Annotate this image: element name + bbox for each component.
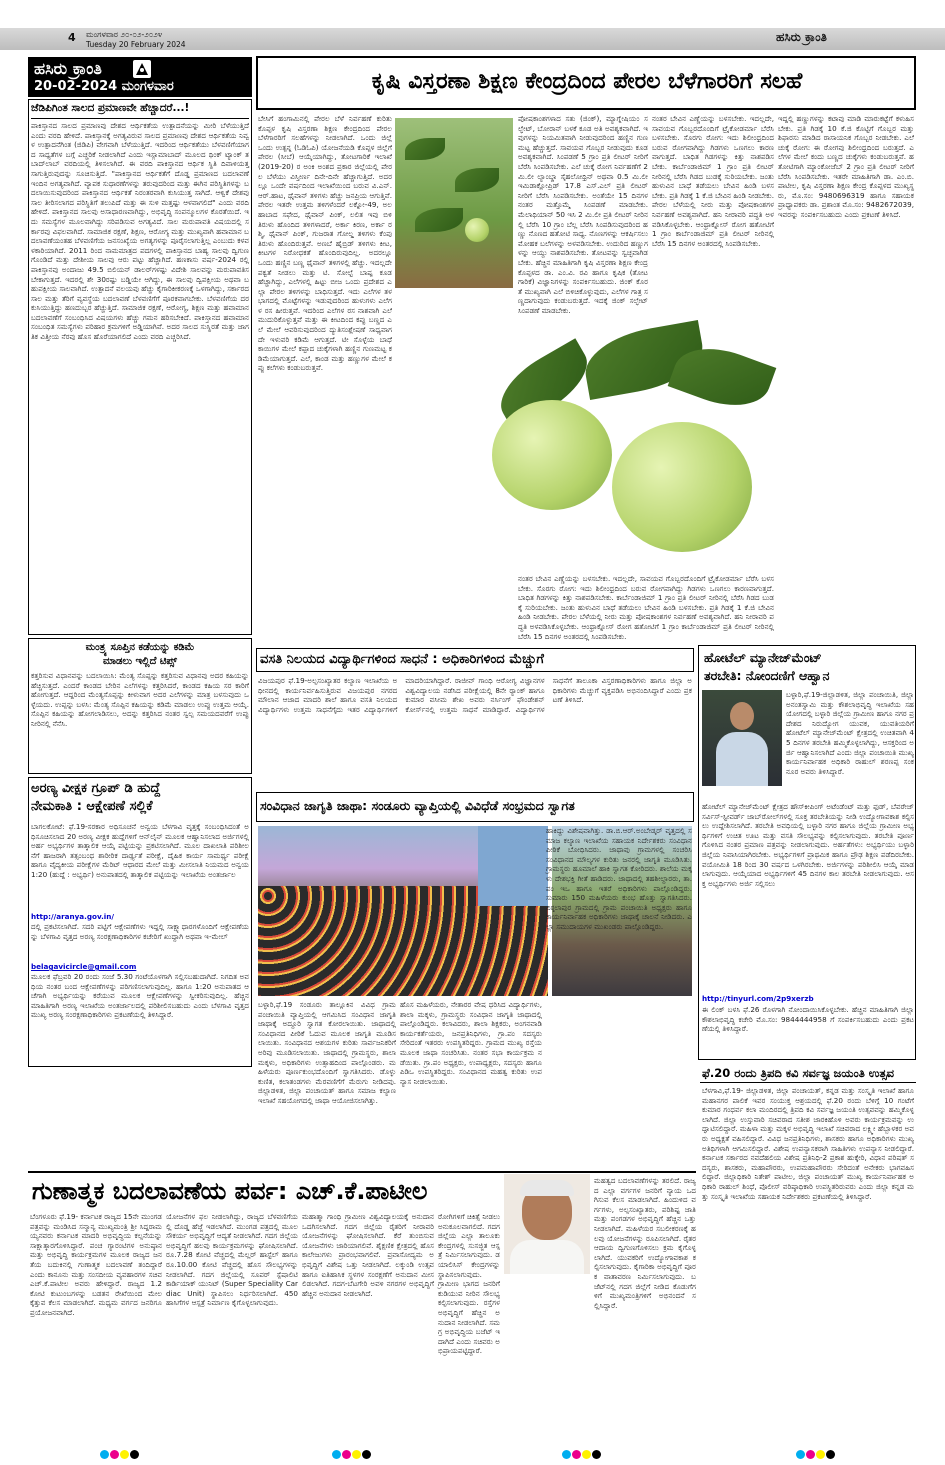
gunatmaka-col-2: ಯೋಜನೆಗಳ ಫಲ ನೀಡಲಾಗಿದ್ದು, ರಾಜ್ಯದ ಬೆಳವಣಿಗೆಯಲ್ಲಿ ದೊಡ್ಡ ಹೆಜ್ಜೆ ಇಡಲಾಗಿದೆ. ಮುಂಗಡ ಪತ್ರದಲ್ಲಿ ಮೂಲಸೌಕರ್ಯ ಅಭಿವೃದ್ಧಿಗೆ ಆದ್ಯತೆ ನೀಡಲಾಗಿದೆ. ಗದಗ ಜಿಲ್ಲೆಯ ಅಭಿವೃದ್ಧಿಗೆ ಹಲವು ಕಾರ್ಯಕ್ರಮಗಳನ್ನು ಘೋಷಿಸಲಾಗಿದೆ. ರೂ.7.28 ಕೋಟಿ ವೆಚ್ಚದಲ್ಲಿ ಮೆಲ್ಲರ್ ಹಾಸ್ಟೆಲ್ ಹಾಗೂ ರೂ.10.00 ಕೋಟಿ ವೆಚ್ಚದಲ್ಲಿ ಹೊಸ ಸೌಲಭ್ಯಗಳನ್ನು ನೀಡಲಾಗಿದೆ. ಗದಗ ಜಿಲ್ಲೆಯಲ್ಲಿ ಸೂಪರ್ ಸ್ಪೆಷಾಲಿಟಿ ಕಾರ್ಡಿಯಾಕ್ ಯುನಿಟ್ (Super Speciality Cardiac Unit) ಸ್ಥಾಪಿಸಲು ನಿರ್ಧರಿಸಲಾಗಿದೆ. 450 ಹಾಸಿಗೆಗಳ ಆಸ್ಪತ್ರೆ ನಿರ್ಮಾಣ ಕೈಗೊಳ್ಳಲಾಗುವುದು. xyxy=(166,1212,298,1308)
rally-photo xyxy=(258,826,548,996)
guava-tree-photo xyxy=(395,118,513,288)
samvidhana-col-3: ಹಾಕಿದ್ದು ವಿಶೇಷವಾಗಿತ್ತು. ಡಾ.ಬಿ.ಆರ್.ಅಂಬೇಡ್ಕರ್ ವೃತ್ತದಲ್ಲಿ ಸಮಾಜ ಕಲ್ಯಾಣ ಇಲಾಖೆಯ ಸಹಾಯಕ ನಿರ್ದೇಶಕರು ಸಂವಿಧಾನ ಪೀಠಿಕೆ ಬೋಧಿಸಿದರು. ಜಾಥಾವು ಗ್ರಾಮಗಳಲ್ಲಿ ಸಂಚರಿಸಿ ಸಂವಿಧಾನದ ಮೌಲ್ಯಗಳ ಕುರಿತು ಜನರಲ್ಲಿ ಜಾಗೃತಿ ಮೂಡಿಸಿತು. ಗ್ರಾಮಸ್ಥರು ಹೂಮಾಲೆ ಹಾಕಿ ಸ್ವಾಗತ ಕೋರಿದರು. ಶಾಲೆಯ ಮಕ್ಕಳು ದೇಶಭಕ್ತಿ ಗೀತೆ ಹಾಡಿದರು. ಜಾಥಾದಲ್ಲಿ ತಹಶೀಲ್ದಾರರು, ತಾ.ಪಂ ಇಒ ಹಾಗೂ ಇತರೆ ಅಧಿಕಾರಿಗಳು ಪಾಲ್ಗೊಂಡಿದ್ದರು. ಸುಮಾರು 150 ಮಹಿಳೆಯರು ಕುಂಭ ಹೊತ್ತು ಸ್ವಾಗತಿಸಿದರು. ವಿಠ್ಠಲಾಪುರ ಗ್ರಾಮದಲ್ಲಿ ಗ್ರಾಮ ಪಂಚಾಯಿತಿ ಅಧ್ಯಕ್ಷರು ಹಾಗೂ ಕಾರ್ಯನಿರ್ವಾಹಕ ಅಧಿಕಾರಿಗಳು ಜಾಥಾಕ್ಕೆ ಚಾಲನೆ ನೀಡಿದರು. ಎಲ್ಲಾ ಸಮುದಾಯಗಳ ಮುಖಂಡರು ಪಾಲ್ಗೊಂಡಿದ್ದರು. xyxy=(546,826,692,931)
gunatmaka-col-4: ರೋಗಿಗಳಿಗೆ ಚಿಕಿತ್ಸೆ ನೀಡಲು ಅನುಕೂಲವಾಗಲಿದೆ. ಗದಗ ಜಿಲ್ಲೆಯ ಎಲ್ಲಾ ತಾಲೂಕು ಕೇಂದ್ರಗಳಲ್ಲಿ ಸುಸಜ್ಜಿತ ಆಸ್ಪತ್ರೆ ನಿರ್ಮಿಸಲಾಗುವುದು. ಡಯಾಲಿಸಿಸ್ ಕೇಂದ್ರಗಳನ್ನು ಸ್ಥಾಪಿಸಲಾಗುವುದು. ಗ್ರಾಮೀಣ ಭಾಗದ ಜನರಿಗೆ ಕುಡಿಯುವ ನೀರಿನ ಸೌಲಭ್ಯ ಕಲ್ಪಿಸಲಾಗುವುದು. ರಸ್ತೆಗಳ ಅಭಿವೃದ್ಧಿಗೆ ಹೆಚ್ಚಿನ ಅನುದಾನ ನೀಡಲಾಗಿದೆ. ಸಮಗ್ರ ಅಭಿವೃದ್ಧಿಯ ಬಜೆಟ್ ಇದಾಗಿದೆ ಎಂದು ಸಚಿವರು ಅಭಿಪ್ರಾಯಪಟ್ಟಿದ್ದಾರೆ. xyxy=(438,1212,500,1356)
guava-fruits-photo xyxy=(474,330,774,572)
leaf-shape xyxy=(415,208,463,232)
guava-col-4: ಇದ್ದಲ್ಲಿ ಹಣ್ಣುಗಳನ್ನು ಕಟಾವು ಮಾಡಿ ಮಾರುಕಟ್ಟೆಗೆ ಕಳುಹಿಸಬೇಕು. ಪ್ರತಿ ಗಿಡಕ್ಕೆ 10 ಕೆ.ಜಿ ಕೊಟ್ಟಿಗೆ ಗೊಬ್ಬರ ಮತ್ತು ಶಿಫಾರಸು ಮಾಡಿದ ರಾಸಾಯನಿಕ ಗೊಬ್ಬರ ನೀಡಬೇಕು. ಎಲೆ ಚುಕ್ಕೆ ರೋಗ: ಈ ರೋಗವು ಶಿಲೀಂಧ್ರದಿಂದ ಬರುತ್ತದೆ. ಎಲೆಗಳ ಮೇಲೆ ಕಂದು ಬಣ್ಣದ ಚುಕ್ಕೆಗಳು ಕಂಡುಬರುತ್ತವೆ. ಹತೋಟಿಗಾಗಿ ಮ್ಯಾಂಕೋಜೆಬ್ 2 ಗ್ರಾಂ ಪ್ರತಿ ಲೀಟರ್ ನೀರಿಗೆ ಬೆರೆಸಿ ಸಿಂಪಡಿಸಬೇಕು. ಇತರೇ ಮಾಹಿತಿಗಾಗಿ ಡಾ. ಎಂ.ಬಿ. ಪಾಟೀಲ, ಕೃಷಿ ವಿಸ್ತರಣಾ ಶಿಕ್ಷಣ ಕೇಂದ್ರ ಕೊಪ್ಪಳದ ಮುಖ್ಯಸ್ಥರು, ಮೊ.ಸಂ: 9480696319 ಹಾಗೂ ಸಹಾಯಕ ಪ್ರಾಧ್ಯಾಪಕರು ಡಾ. ಪ್ರಶಾಂತ ಮೊ.ಸಂ: 9482672039, ಇವರನ್ನು ಸಂಪರ್ಕಿಸಬಹುದು ಎಂದು ಪ್ರಕಟಣೆ ತಿಳಿಸಿದೆ. xyxy=(778,114,914,219)
guava-col-2: ಪೋಷಕಾಂಶಗಳಾದ ಸತು (ಜಿಂಕ್), ಮ್ಯಾಗ್ನೇಷಿಯಂ ಸಲ್ಫೇಟ್, ಬೋರಾನ್ ಬಳಕೆ ಕೂಡ ಅತಿ ಅವಶ್ಯಕವಾಗಿದೆ. ಇವುಗಳನ್ನು ನಿಯಮಿತವಾಗಿ ನೀಡುವುದರಿಂದ ಹಣ್ಣಿನ ಗುಣಮಟ್ಟ ಹೆಚ್ಚುತ್ತದೆ. ಸಾವಯವ ಗೊಬ್ಬರ ನೀಡುವುದು ಕೂಡ ಅವಶ್ಯಕವಾಗಿದೆ. ಸಿಂಪಡಣೆ 5 ಗ್ರಾಂ ಪ್ರತಿ ಲೀಟರ್ ನೀರಿಗೆ ಬೆರೆಸಿ ಸಿಂಪಡಿಸಬೇಕು. ಎಲೆ ಚುಕ್ಕೆ ರೋಗ ನಿರ್ವಹಣೆಗೆ 2 ಮಿ.ಲೀ ಲ್ಯಾಂಬ್ಡಾ ಸೈಹಲೋಥ್ರಿನ್ ಅಥವಾ 0.5 ಮಿ.ಲೀ ಇಮಿಡಾಕ್ಲೋಪ್ರಿಡ್ 17.8 ಎಸ್.ಎಲ್ ಪ್ರತಿ ಲೀಟರ್ ನೀರಿಗೆ ಬೆರೆಸಿ ಸಿಂಪಡಿಸಬೇಕು. ಅಂತೆಯೇ 15 ದಿನಗಳ ನಂತರ ಮತ್ತೊಮ್ಮೆ ಸಿಂಪಡಣೆ ಮಾಡಬೇಕು. ಮೆಲಾಥಿಯಾನ್ 50 ಇಸಿ 2 ಮಿ.ಲೀ ಪ್ರತಿ ಲೀಟರ್ ನೀರಿನಲ್ಲಿ ಬೆರೆಸಿ 10 ಗ್ರಾಂ ಬೆಲ್ಲ ಬೆರೆಸಿ ಸಿಂಪಡಿಸುವುದರಿಂದ ಹಣ್ಣು ನೊಣದ ಹತೋಟಿ ಸಾಧ್ಯ. ನೊಣಗಳನ್ನು ಆಕರ್ಷಿಸಲು ಮೋಹಕ ಬಲೆಗಳನ್ನು ಅಳವಡಿಸಬೇಕು. ಉದುರಿದ ಹಣ್ಣುಗಳನ್ನು ಆಯ್ದು ನಾಶಪಡಿಸಬೇಕು. ತೋಟವನ್ನು ಸ್ವಚ್ಛವಾಗಿಡಬೇಕು. ಹೆಚ್ಚಿನ ಮಾಹಿತಿಗಾಗಿ ಕೃಷಿ ವಿಸ್ತರಣಾ ಶಿಕ್ಷಣ ಕೇಂದ್ರ ಕೊಪ್ಪಳದ ಡಾ. ಎಂ.ವಿ. ರವಿ ಹಾಗೂ ಕೃಷಿಕ (ತೋಟಗಾರಿಕೆ) ವಿಜ್ಞಾನಿಗಳನ್ನು ಸಂಪರ್ಕಿಸಬಹುದು. ಜಿಂಕ್ ಕೊರತೆ ಮುಖ್ಯವಾಗಿ ಎಲೆ ಬಿಳಿಚಿಕೊಳ್ಳುವುದು, ಎಲೆಗಳ ಗಾತ್ರ ಸಣ್ಣದಾಗುವುದು ಕಂಡುಬರುತ್ತದೆ. ಇದಕ್ಕೆ ಜಿಂಕ್ ಸಲ್ಫೇಟ್ ಸಿಂಪಡಣೆ ಮಾಡಬೇಕು. xyxy=(518,114,648,315)
sarvajna-body: ಬೆಳಗಾವಿ,ಫೆ.19- ಜಿಲ್ಲಾಡಳಿತ, ಜಿಲ್ಲಾ ಪಂಚಾಯತ್, ಕನ್ನಡ ಮತ್ತು ಸಂಸ್ಕೃತಿ ಇಲಾಖೆ ಹಾಗೂ ಮಹಾನಗರ ಪಾಲಿಕೆ ಇವರ ಸಂಯುಕ್ತ ಆಶ್ರಯದಲ್ಲಿ ಫೆ.20 ರಂದು ಬೆಳಿಗ್ಗೆ 10 ಗಂಟೆಗೆ ಕುಮಾರ ಗಂಧರ್ವ ಕಲಾ ಮಂದಿರದಲ್ಲಿ ತ್ರಿಪದಿ ಕವಿ ಸರ್ವಜ್ಞ ಜಯಂತಿ ಉತ್ಸವವನ್ನು ಹಮ್ಮಿಕೊಳ್ಳಲಾಗಿದೆ. ಜಿಲ್ಲಾ ಉಸ್ತುವಾರಿ ಸಚಿವರಾದ ಸತೀಶ ಜಾರಕಿಹೊಳಿ ಅವರು ಕಾರ್ಯಕ್ರಮವನ್ನು ಉದ್ಘಾಟಿಸಲಿದ್ದಾರೆ. ಮಹಿಳಾ ಮತ್ತು ಮಕ್ಕಳ ಅಭಿವೃದ್ಧಿ ಇಲಾಖೆ ಸಚಿವರಾದ ಲಕ್ಷ್ಮೀ ಹೆಬ್ಬಾಳಕರ ಅವರು ಅಧ್ಯಕ್ಷತೆ ವಹಿಸಲಿದ್ದಾರೆ. ವಿವಿಧ ಜನಪ್ರತಿನಿಧಿಗಳು, ಶಾಸಕರು ಹಾಗೂ ಅಧಿಕಾರಿಗಳು ಮುಖ್ಯ ಅತಿಥಿಗಳಾಗಿ ಆಗಮಿಸಲಿದ್ದಾರೆ. ವಿಶೇಷ ಉಪನ್ಯಾಸಕರಾಗಿ ಸಾಹಿತಿಗಳು ಉಪನ್ಯಾಸ ನೀಡಲಿದ್ದಾರೆ. ಕರ್ನಾಟಕ ಸರ್ಕಾರದ ನವದೆಹಲಿಯ ವಿಶೇಷ ಪ್ರತಿನಿಧಿ-2 ಪ್ರಕಾಶ ಹುಕ್ಕೇರಿ, ವಿಧಾನ ಪರಿಷತ್ ಸದಸ್ಯರು, ಶಾಸಕರು, ಮಹಾಪೌರರು, ಉಪಮಹಾಪೌರರು ಸೇರಿದಂತೆ ಅನೇಕರು ಭಾಗವಹಿಸಲಿದ್ದಾರೆ. ಜಿಲ್ಲಾಧಿಕಾರಿ ನಿತೇಶ್ ಪಾಟೀಲ, ಜಿಲ್ಲಾ ಪಂಚಾಯತ್ ಮುಖ್ಯ ಕಾರ್ಯನಿರ್ವಾಹಕ ಅಧಿಕಾರಿ ರಾಹುಲ್ ಶಿಂಧೆ, ಪೊಲೀಸ್ ವರಿಷ್ಠಾಧಿಕಾರಿ ಉಪಸ್ಥಿತರಿರುವರು ಎಂದು ಜಿಲ್ಲಾ ಕನ್ನಡ ಮತ್ತು ಸಂಸ್ಕೃತಿ ಇಲಾಖೆಯ ಸಹಾಯಕ ನಿರ್ದೇಶಕರು ಪ್ರಕಟಣೆಯಲ್ಲಿ ತಿಳಿಸಿದ್ದಾರೆ. xyxy=(702,1086,914,1201)
gunatmaka-col-1: ಬೆಂಗಳೂರು ಫೆ.19- ಕರ್ನಾಟಕ ರಾಜ್ಯದ 15ನೇ ಮುಂಗಡ ಪತ್ರವನ್ನು ಮಂಡಿಸಿದ ಸನ್ಮಾನ್ಯ ಮುಖ್ಯಮಂತ್ರಿ ಶ್ರೀ ಸಿದ್ದರಾಮಯ್ಯನವರು ಕರ್ನಾಟಕ ಮಾದರಿ ಅಭಿವೃದ್ಧಿಯ ಕಲ್ಪನೆಯನ್ನು ಸಾಕ್ಷಾತ್ಕಾರಗೊಳಿಸಿದ್ದಾರೆ. ಪಂಚ ಗ್ಯಾರಂಟಿಗಳ ಅನುಷ್ಠಾನ ಮತ್ತು ಅಭಿವೃದ್ಧಿ ಕಾರ್ಯಕ್ರಮಗಳ ಮೂಲಕ ರಾಜ್ಯದ ಜನತೆಯ ಬದುಕಿನಲ್ಲಿ ಗುಣಾತ್ಮಕ ಬದಲಾವಣೆ ತಂದಿದ್ದಾರೆ ಎಂದು ಕಾನೂನು ಮತ್ತು ಸಂಸದೀಯ ವ್ಯವಹಾರಗಳ ಸಚಿವ ಎಚ್.ಕೆ.ಪಾಟೀಲ ಅವರು ಹೇಳಿದ್ದಾರೆ. ರಾಜ್ಯದ 1.2 ಕೋಟಿ ಕುಟುಂಬಗಳನ್ನು ಬಡತನ ರೇಖೆಯಿಂದ ಮೇಲಕ್ಕೆತ್ತುವ ಕೆಲಸ ಮಾಡಲಾಗಿದೆ. ಮಧ್ಯಮ ವರ್ಗದ ಜನರಿಗೂ ಪ್ರಯೋಜನವಾಗಿದೆ. xyxy=(30,1212,162,1317)
forest-body-2: ದಲ್ಲಿ ಪ್ರಕಟಿಸಲಾಗಿದೆ. ಸದರಿ ಪಟ್ಟಿಗೆ ಆಕ್ಷೇಪಣೆಗಳು ಇದ್ದಲ್ಲಿ ಸಾಕ್ಷ್ಯಾಧಾರಗಳೊಂದಿಗೆ ಆಕ್ಷೇಪಣೆಯನ್ನು ಬೆಳಗಾವಿ ವೃತ್ತದ ಅರಣ್ಯ ಸಂರಕ್ಷಣಾಧಿಕಾರಿಗಳ ಕಚೇರಿಗೆ ಖುದ್ದಾಗಿ ಅಥವಾ ಇ-ಮೇಲ್ xyxy=(31,922,249,941)
forest-url-link[interactable]: http://aranya.gov.in/ xyxy=(31,912,115,921)
minister-photo xyxy=(504,1174,590,1274)
guava-col-3: ನಂತರ ಬೇವಿನ ಎಣ್ಣೆಯನ್ನು ಬಳಸಬೇಕು. ಇದಲ್ಲದೇ, ಸಾವಯವ ಗೊಬ್ಬರದೊಂದಿಗೆ ಟ್ರೈಕೋಡರ್ಮಾ ಬೆರೆಸಿ ಬಳಸಬೇಕು. ಸೊರಗು ರೋಗ: ಇದು ಶಿಲೀಂಧ್ರದಿಂದ ಬರುವ ರೋಗವಾಗಿದ್ದು ಗಿಡಗಳು ಒಣಗಲು ಕಾರಣವಾಗುತ್ತದೆ. ಬಾಧಿತ ಗಿಡಗಳನ್ನು ಕಿತ್ತು ನಾಶಪಡಿಸಬೇಕು. ಕಾರ್ಬೆಂಡಾಜಿಮ್ 1 ಗ್ರಾಂ ಪ್ರತಿ ಲೀಟರ್ ನೀರಿನಲ್ಲಿ ಬೆರೆಸಿ ಗಿಡದ ಬುಡಕ್ಕೆ ಸುರಿಯಬೇಕು. ಜಂತು ಹುಳುವಿನ ಬಾಧೆ ತಡೆಯಲು ಬೇವಿನ ಹಿಂಡಿ ಬಳಸಬೇಕು. ಪ್ರತಿ ಗಿಡಕ್ಕೆ 1 ಕೆ.ಜಿ ಬೇವಿನ ಹಿಂಡಿ ನೀಡಬೇಕು. ಪೇರಲ ಬೆಳೆಯಲ್ಲಿ ನೀರು ಮತ್ತು ಪೋಷಕಾಂಶಗಳ ನಿರ್ವಹಣೆ ಅವಶ್ಯವಾಗಿದೆ. ಹನಿ ನೀರಾವರಿ ಪದ್ಧತಿ ಅಳವಡಿಸಿಕೊಳ್ಳಬೇಕು. ಆಂಥ್ರಾಕ್ನೋಸ್ ರೋಗ ಹತೋಟಿಗೆ 1 ಗ್ರಾಂ ಕಾರ್ಬೆಂಡಾಜಿಮ್ ಪ್ರತಿ ಲೀಟರ್ ನೀರಿನಲ್ಲಿ ಬೆರೆಸಿ 15 ದಿನಗಳ ಅಂತರದಲ್ಲಿ ಸಿಂಪಡಿಸಬೇಕು. xyxy=(652,114,774,248)
forest-headline-1: ಅರಣ್ಯ ವೀಕ್ಷಕ ಗ್ರೂಪ್ ಡಿ ಹುದ್ದೆ xyxy=(31,781,161,796)
hotel-body-top: ಬಳ್ಳಾರಿ,ಫೆ.19-ಜಿಲ್ಲಾಡಳಿತ, ಜಿಲ್ಲಾ ಪಂಚಾಯಿತಿ, ಜಿಲ್ಲಾ ಅನಂತಸ್ವಾಮಿ ಮತ್ತು ಕೌಶಲಾಭಿವೃದ್ಧಿ ಇಲಾಖೆಯ ಸಹಯೋಗದಲ್ಲಿ ಬಳ್ಳಾರಿ ಜಿಲ್ಲೆಯ ಗ್ರಾಮೀಣ ಹಾಗೂ ನಗರ ಪ್ರದೇಶದ ನಿರುದ್ಯೋಗ ಯುವಕ, ಯುವತಿಯರಿಗೆ ಹೋಟೆಲ್ ಮ್ಯಾನೇಜ್‌ಮೆಂಟ್ ಕ್ಷೇತ್ರದಲ್ಲಿ ಉಚಿತವಾಗಿ 45 ದಿನಗಳ ತರಬೇತಿ ಹಮ್ಮಿಕೊಳ್ಳಲಾಗಿದ್ದು, ಆಸಕ್ತರಿಂದ ಅರ್ಜಿ ಆಹ್ವಾನಿಸಲಾಗಿದೆ ಎಂದು ಜಿಲ್ಲಾ ಪಂಚಾಯಿತಿ ಮುಖ್ಯ ಕಾರ್ಯನಿರ್ವಾಹಕ ಅಧಿಕಾರಿ ರಾಹುಲ್ ಶರಣಪ್ಪ ಸಂಕನೂರ ಅವರು ತಿಳಿಸಿದ್ದಾರೆ. xyxy=(786,690,914,776)
masthead-date: 20-02-2024 ಮಂಗಳವಾರ xyxy=(34,79,174,94)
hotel-registration-link[interactable]: http://tinyurl.com/2p9xerzb xyxy=(702,994,814,1003)
registration-marks xyxy=(100,1444,140,1463)
brief-body: ಕತ್ತರಿಸುವ ವಿಧಾನವನ್ನು ಬದಲಾಯಿಸಿ: ಮೆಂತ್ಯ ಸೊಪ್ಪನ್ನು ಕತ್ತರಿಸುವ ವಿಧಾನವು ಅದರ ಕಹಿಯನ್ನು ಹೆಚ್ಚಿಸುತ್ತದೆ. ಎಂದರೆ ಕಾಂಡದ ಬೇರಿನ ಎಲೆಗಳನ್ನು ಕತ್ತರಿಸಿದರೆ, ಕಾಂಡದ ಕಹಿಯ ಸರ ಕಾರಿಗೆ ಹೋಗುತ್ತದೆ. ಆದ್ದರಿಂದ ಮೆಂತ್ಯಸೊಪ್ಪನ್ನು ಕೀಳುವಾಗ ಅದರ ಎಲೆಗಳನ್ನು ಮಾತ್ರ ಬಳಸುವುದು ಒಳ್ಳೆಯದು. ಉಪ್ಪನ್ನು ಬಳಸಿ: ಮೆಂತ್ಯ ಸೊಪ್ಪಿನ ಕಹಿಯನ್ನು ಕಡಿಮೆ ಮಾಡಲು ಉಪ್ಪು ಉತ್ತಮ ಆಯ್ಕೆ. ಸೊಪ್ಪಿನ ಕಹಿಯನ್ನು ಹೋಗಲಾಡಿಸಲು, ಅದನ್ನು ಕತ್ತರಿಸಿದ ನಂತರ ಸ್ವಲ್ಪ ಸಮಯದವರೆಗೆ ಉಪ್ಪು ನೀರಿನಲ್ಲಿ ನೆನೆಸಿ. xyxy=(31,671,249,728)
divider xyxy=(31,118,249,119)
guava-bottom-text: ನಂತರ ಬೇವಿನ ಎಣ್ಣೆಯನ್ನು ಬಳಸಬೇಕು. ಇದಲ್ಲದೇ, ಸಾವಯವ ಗೊಬ್ಬರದೊಂದಿಗೆ ಟ್ರೈಕೋಡರ್ಮಾ ಬೆರೆಸಿ ಬಳಸಬೇಕು. ಸೊರಗು ರೋಗ: ಇದು ಶಿಲೀಂಧ್ರದಿಂದ ಬರುವ ರೋಗವಾಗಿದ್ದು ಗಿಡಗಳು ಒಣಗಲು ಕಾರಣವಾಗುತ್ತದೆ. ಬಾಧಿತ ಗಿಡಗಳನ್ನು ಕಿತ್ತು ನಾಶಪಡಿಸಬೇಕು. ಕಾರ್ಬೆಂಡಾಜಿಮ್ 1 ಗ್ರಾಂ ಪ್ರತಿ ಲೀಟರ್ ನೀರಿನಲ್ಲಿ ಬೆರೆಸಿ ಗಿಡದ ಬುಡಕ್ಕೆ ಸುರಿಯಬೇಕು. ಜಂತು ಹುಳುವಿನ ಬಾಧೆ ತಡೆಯಲು ಬೇವಿನ ಹಿಂಡಿ ಬಳಸಬೇಕು. ಪ್ರತಿ ಗಿಡಕ್ಕೆ 1 ಕೆ.ಜಿ ಬೇವಿನ ಹಿಂಡಿ ನೀಡಬೇಕು. ಪೇರಲ ಬೆಳೆಯಲ್ಲಿ ನೀರು ಮತ್ತು ಪೋಷಕಾಂಶಗಳ ನಿರ್ವಹಣೆ ಅವಶ್ಯವಾಗಿದೆ. ಹನಿ ನೀರಾವರಿ ಪದ್ಧತಿ ಅಳವಡಿಸಿಕೊಳ್ಳಬೇಕು. ಆಂಥ್ರಾಕ್ನೋಸ್ ರೋಗ ಹತೋಟಿಗೆ 1 ಗ್ರಾಂ ಕಾರ್ಬೆಂಡಾಜಿಮ್ ಪ್ರತಿ ಲೀಟರ್ ನೀರಿನಲ್ಲಿ ಬೆರೆಸಿ 15 ದಿನಗಳ ಅಂತರದಲ್ಲಿ ಸಿಂಪಡಿಸಬೇಕು. xyxy=(518,574,774,641)
leaf-shape xyxy=(405,138,445,160)
header-date-kannada: ಮಂಗಳವಾರ ೨೦-೦೨-೨೦೨೪ xyxy=(86,30,163,39)
shirt-shape xyxy=(510,1240,584,1274)
gunatmaka-col-3: ಮಹಾತ್ಮಾ ಗಾಂಧಿ ಗ್ರಾಮೀಣ ವಿಶ್ವವಿದ್ಯಾಲಯಕ್ಕೆ ಅನುದಾನ ಒದಗಿಸಲಾಗಿದೆ. ಗದಗ ಜಿಲ್ಲೆಯ ರೈತರಿಗೆ ನೀರಾವರಿ ಯೋಜನೆಗಳನ್ನು ಘೋಷಿಸಲಾಗಿದೆ. ಕೆರೆ ತುಂಬಿಸುವ ಯೋಜನೆಗಳು ಜಾರಿಯಾಗಲಿವೆ. ಶೈಕ್ಷಣಿಕ ಕ್ಷೇತ್ರದಲ್ಲಿ ಹೊಸ ಕಾಲೇಜುಗಳು ಪ್ರಾರಂಭವಾಗಲಿವೆ. ಪ್ರವಾಸೋದ್ಯಮ ಅಭಿವೃದ್ಧಿಗೆ ವಿಶೇಷ ಒತ್ತು ನೀಡಲಾಗಿದೆ. ಲಕ್ಕುಂಡಿ ಉತ್ಸವ ಹಾಗೂ ಐತಿಹಾಸಿಕ ಸ್ಥಳಗಳ ಸಂರಕ್ಷಣೆಗೆ ಅನುದಾನ ಮೀಸಲಿಡಲಾಗಿದೆ. ಗದಗ-ಬೆಟಗೇರಿ ಅವಳಿ ನಗರಗಳ ಅಭಿವೃದ್ಧಿಗೆ ಹೆಚ್ಚಿನ ಅನುದಾನ ನೀಡಲಾಗಿದೆ. xyxy=(302,1212,434,1298)
avatar-body xyxy=(716,732,768,786)
gunatmaka-col-5: ಮಹತ್ವದ ಬದಲಾವಣೆಗಳನ್ನು ತರಲಿದೆ. ರಾಜ್ಯದ ಎಲ್ಲಾ ವರ್ಗಗಳ ಜನರಿಗೆ ನ್ಯಾಯ ಒದಗಿಸುವ ಕೆಲಸ ಮಾಡಲಾಗಿದೆ. ಹಿಂದುಳಿದ ವರ್ಗಗಳು, ಅಲ್ಪಸಂಖ್ಯಾತರು, ಪರಿಶಿಷ್ಟ ಜಾತಿ ಮತ್ತು ಪಂಗಡಗಳ ಅಭಿವೃದ್ಧಿಗೆ ಹೆಚ್ಚಿನ ಒತ್ತು ನೀಡಲಾಗಿದೆ. ಮಹಿಳೆಯರ ಸಬಲೀಕರಣಕ್ಕೆ ಹಲವು ಯೋಜನೆಗಳನ್ನು ರೂಪಿಸಲಾಗಿದೆ. ರೈತರ ಆದಾಯ ದ್ವಿಗುಣಗೊಳಿಸಲು ಕ್ರಮ ಕೈಗೊಳ್ಳಲಾಗಿದೆ. ಯುವಕರಿಗೆ ಉದ್ಯೋಗಾವಕಾಶ ಕಲ್ಪಿಸಲಾಗುವುದು. ಕೈಗಾರಿಕಾ ಅಭಿವೃದ್ಧಿಗೆ ಪೂರಕ ವಾತಾವರಣ ನಿರ್ಮಿಸಲಾಗುವುದು. ಬಜೆಟ್‌ನಲ್ಲಿ ಗದಗ ಜಿಲ್ಲೆಗೆ ನೀಡಿದ ಕೊಡುಗೆಗಳಿಗೆ ಮುಖ್ಯಮಂತ್ರಿಗಳಿಗೆ ಅಭಿನಂದನೆ ಸಲ್ಲಿಸಿದ್ದಾರೆ. xyxy=(594,1176,696,1310)
samvidhana-col-1: ಬಳ್ಳಾರಿ,ಫೆ.19 ಸಂಡೂರು ತಾಲ್ಲೂಕಿನ ವಿವಿಧ ಗ್ರಾಮ ಪಂಚಾಯಿತಿ ವ್ಯಾಪ್ತಿಯಲ್ಲಿ ಆಗಮಿಸಿದ ಸಂವಿಧಾನ ಜಾಗೃತಿ ಜಾಥಾಕ್ಕೆ ಅದ್ದೂರಿ ಸ್ವಾಗತ ಕೋರಲಾಯಿತು. ಜಾಥಾದಲ್ಲಿ ಸಂವಿಧಾನದ ಪೀಠಿಕೆ ಓದುವ ಮೂಲಕ ಜಾಗೃತಿ ಮೂಡಿಸಲಾಯಿತು. ಸಂವಿಧಾನದ ಆಶಯಗಳ ಕುರಿತು ಸಾರ್ವಜನಿಕರಿಗೆ ಅರಿವು ಮೂಡಿಸಲಾಯಿತು. ಜಾಥಾದಲ್ಲಿ ಗ್ರಾಮಸ್ಥರು, ಶಾಲಾ ಮಕ್ಕಳು, ಅಧಿಕಾರಿಗಳು ಉತ್ಸಾಹದಿಂದ ಪಾಲ್ಗೊಂಡರು. ಮಹಿಳೆಯರು ಪೂರ್ಣಕುಂಭದೊಂದಿಗೆ ಸ್ವಾಗತಿಸಿದರು. ಡೊಳ್ಳು ಕುಣಿತ, ಕಲಾತಂಡಗಳು ಮೆರವಣಿಗೆಗೆ ಮೆರುಗು ನೀಡಿದವು. ಜಿಲ್ಲಾಡಳಿತ, ಜಿಲ್ಲಾ ಪಂಚಾಯತ್ ಹಾಗೂ ಸಮಾಜ ಕಲ್ಯಾಣ ಇಲಾಖೆ ಸಹಯೋಗದಲ್ಲಿ ಜಾಥಾ ಆಯೋಜಿಸಲಾಗಿತ್ತು. xyxy=(258,1000,396,1105)
avatar xyxy=(730,702,754,730)
brief-headline-2: ಮಾಡಲು ಇಲ್ಲಿದೆ ಟಿಪ್ಸ್ xyxy=(102,656,178,667)
header-date-english: Tuesday 20 February 2024 xyxy=(86,40,186,49)
brief-headline-1: ಮಂತ್ರ್ಯ ಸೂಪ್ತಿನ ಕಡೆಯನ್ನು ಕಡಿಮೆ xyxy=(85,642,195,653)
hotel-headline-2: ತರಬೇತಿ: ನೋಂದಣಿಗೆ ಆಹ್ವಾನ xyxy=(704,668,830,683)
guava-fruit-icon xyxy=(612,422,752,552)
forest-body-1: ಬಾಗಲಕೋಟೆ: ಫೆ.19-ಸರಕಾರ ಅಧಿಸೂಚನೆ ಅನ್ವಯ ಬೆಳಗಾವಿ ವೃತ್ತಕ್ಕೆ ಸಂಬಂಧಿಸಿದಂತೆ ಅಧಿಸೂಚಿಸಲಾದ 20 ಅರಣ್ಯ ವೀಕ್ಷಕ ಹುದ್ದೆಗಳಿಗೆ ಆನ್‌ಲೈನ್ ಮೂಲಕ ಆಹ್ವಾನಿಸಲಾದ ಅರ್ಜಿಗಳಲ್ಲಿ ಅರ್ಹ ಅಭ್ಯರ್ಥಿಗಳ ತಾತ್ಕಾಲಿಕ ಆಯ್ಕೆ ಪಟ್ಟಿಯನ್ನು ಪ್ರಕಟಿಸಲಾಗಿದೆ. ಮೂಲ ದಾಖಲಾತಿ ಪರಿಶೀಲನೆಗೆ ಹಾಜರಾಗಿ ತತ್ಸಂಬಂಧ ಶಾರೀರಿಕ ದಾರ್ಢ್ಯತೆ ಪರೀಕ್ಷೆ, ದೈಹಿಕ ಕಾರ್ಯ ಸಾಮರ್ಥ್ಯ ಪರೀಕ್ಷೆ ಹಾಗೂ ವೈದ್ಯಕೀಯ ಪರೀಕ್ಷೆಗಳ ಮೆರಿಟ್ ಆಧಾರದ ಮೇಲೆ ಮತ್ತು ಮೀಸಲಾತಿ ನಿಯಮದ ಅನ್ವಯ 1:20 (ಹುದ್ದೆ : ಅಭ್ಯರ್ಥಿ) ಅನುಪಾತದಲ್ಲಿ ತಾತ್ಕಾಲಿಕ ಪಟ್ಟಿಯನ್ನು ಇಲಾಖೆಯ ಅಂತರ್ಜಾಲ xyxy=(31,822,249,879)
registration-marks xyxy=(796,1444,836,1463)
masthead-brand: ಹಸಿರು ಕ್ರಾಂತಿ xyxy=(34,59,102,78)
sarvajna-headline: ಫೆ.20 ರಂದು ತ್ರಿಪದಿ ಕವಿ ಸರ್ವಜ್ಞ ಜಯಂತಿ ಉತ್ಸವ xyxy=(702,1066,895,1080)
registration-marks xyxy=(562,1444,602,1463)
hotel-body-end: ಈ ಲಿಂಕ್ ಬಳಸಿ ಫೆ.26 ರೊಳಗಾಗಿ ನೋಂದಾಯಿಸಿಕೊಳ್ಳಬೇಕು. ಹೆಚ್ಚಿನ ಮಾಹಿತಿಗಾಗಿ ಜಿಲ್ಲಾ ಕೌಶಲಾಭಿವೃದ್ಧಿ ಕಚೇರಿ ಮೊ.ಸಂ: 9844444958 ಗೆ ಸಂಪರ್ಕಿಸಬಹುದು ಎಂದು ಪ್ರಕಟಣೆಯಲ್ಲಿ ತಿಳಿಸಿದ್ದಾರೆ. xyxy=(702,1005,914,1034)
samvidhana-headline: ಸಂವಿಧಾನ ಜಾಗೃತಿ ಜಾಥಾ: ಸಂಡೂರು ವ್ಯಾಪ್ತಿಯಲ್ಲಿ ವಿವಿಧೆಡೆ ಸಂಭ್ರಮದ ಸ್ವಾಗತ xyxy=(260,798,575,813)
samvidhana-col-2: ಹೊಸ ಮಹಿಳೆಯರು, ನೇತಾರರ ವೇಷ ಧರಿಸಿದ ವಿದ್ಯಾರ್ಥಿಗಳು, ಶಾಲಾ ಮಕ್ಕಳು, ಗ್ರಾಮಸ್ಥರು ಸಂವಿಧಾನ ಜಾಗೃತಿ ಜಾಥಾದಲ್ಲಿ ಪಾಲ್ಗೊಂಡಿದ್ದರು. ಕಲಾವಿದರು, ಶಾಲಾ ಶಿಕ್ಷಕರು, ಅಂಗನವಾಡಿ ಕಾರ್ಯಕರ್ತೆಯರು, ಜನಪ್ರತಿನಿಧಿಗಳು, ಗ್ರಾ.ಪಂ ಸದಸ್ಯರು ಸೇರಿದಂತೆ ಇತರರು ಉಪಸ್ಥಿತರಿದ್ದರು. ಗ್ರಾಮದ ಮುಖ್ಯ ರಸ್ತೆಯ ಮೂಲಕ ಜಾಥಾ ಸಂಚರಿಸಿತು. ನಂತರ ಸಭಾ ಕಾರ್ಯಕ್ರಮ ನಡೆಯಿತು. ಗ್ರಾ.ಪಂ ಅಧ್ಯಕ್ಷರು, ಉಪಾಧ್ಯಕ್ಷರು, ಸದಸ್ಯರು ಹಾಗೂ ಪಿಡಿಒ ಉಪಸ್ಥಿತರಿದ್ದರು. ಸಂವಿಧಾನದ ಮಹತ್ವ ಕುರಿತು ಉಪನ್ಯಾಸ ನೀಡಲಾಯಿತು. xyxy=(400,1000,542,1086)
forest-email-link[interactable]: belagavicircle@gmail.com xyxy=(31,962,137,971)
page-number: 4 xyxy=(68,31,76,44)
forest-body-3: ಮೂಲಕ ಫೆಬ್ರವರಿ 20 ರಂದು ಸಂಜೆ 5.30 ಗಂಟೆಯೊಳಗಾಗಿ ಸಲ್ಲಿಸಬಹುದಾಗಿದೆ. ನಿಗದಿತ ಅವಧಿಯ ನಂತರ ಬಂದ ಆಕ್ಷೇಪಣೆಗಳನ್ನು ಪರಿಗಣಿಸಲಾಗುವುದಿಲ್ಲ. ಹಾಗೂ 1:20 ಅನುಪಾತದ ಆಚೆಗಾಗಿ ಅಭ್ಯರ್ಥಿಯನ್ನು ಕರೆಯುವ ಮೂಲಕ ಆಕ್ಷೇಪಣೆಗಳನ್ನು ಸ್ವೀಕರಿಸುವುದಿಲ್ಲ. ಹೆಚ್ಚಿನ ಮಾಹಿತಿಗಾಗಿ ಅರಣ್ಯ ಇಲಾಖೆಯ ಅಂತರ್ಜಾಲದಲ್ಲಿ ಪರಿಶೀಲಿಸಬಹುದು ಎಂದು ಬೆಳಗಾವಿ ವೃತ್ತದ ಮುಖ್ಯ ಅರಣ್ಯ ಸಂರಕ್ಷಣಾಧಿಕಾರಿಗಳು ಪ್ರಕಟಣೆಯಲ್ಲಿ ತಿಳಿಸಿದ್ದಾರೆ. xyxy=(31,972,249,1020)
guava-fruit-icon xyxy=(465,218,489,242)
guava-col-1b xyxy=(396,292,514,634)
leaf-shape xyxy=(455,168,499,192)
hair-shape xyxy=(520,1180,574,1196)
editorial-body: ಪಾಕಿಸ್ತಾನದ ಸಾಲದ ಪ್ರಮಾಣವು ದೇಶದ ಆರ್ಥಿಕತೆಯ ಉತ್ಪಾದನೆಯನ್ನು ಮೀರಿ ಬೆಳೆಯುತ್ತಿದೆ ಎಂದು ವರದಿ ಹೇಳಿದೆ. ಪಾಕಿಸ್ತಾನಕ್ಕೆ ಅಗತ್ಯವಿರುವ ಸಾಲದ ಪ್ರಮಾಣವು ದೇಶದ ಆರ್ಥಿಕತೆಯ ನಿವ್ವಳ ಉತ್ಪಾದನೆಗಿಂತ (ಜಿಡಿಪಿ) ವೇಗವಾಗಿ ಬೆಳೆಯುತ್ತಿದೆ. ಇದರಿಂದ ಆರ್ಥಿಕತೆಯು ಬೆಳವಣಿಗೆಯಾಗದ ಸಾಧ್ಯತೆಗಳ ಬಗ್ಗೆ ಎಚ್ಚರಿಕೆ ನೀಡಲಾಗಿದೆ ಎಂದು ಇಸ್ಲಾಮಾಬಾದ್ ಮೂಲದ ಥಿಂಕ್ ಟ್ಯಾಂಕ್ ತಬಾದ್‌ಲಾಬ್ ವರದಿಯಲ್ಲಿ ತಿಳಿಸಲಾಗಿದೆ. ಈ ವರದಿ ಪಾಕಿಸ್ತಾನದ ಆರ್ಥಿಕ ಸ್ಥಿತಿ ದಿವಾಳಿಯತ್ತ ಸಾಗುತ್ತಿರುವುದನ್ನು ಸೂಚಿಸುತ್ತಿದೆ. "ಪಾಕಿಸ್ತಾನದ ಆರ್ಥಿಕತೆಗೆ ದೊಡ್ಡ ಪ್ರಮಾಣದ ಬದಲಾವಣೆ ಇಂದಿನ ಅಗತ್ಯವಾಗಿದೆ. ವ್ಯಾಪಕ ಸುಧಾರಣೆಗಳನ್ನು ತರುವುದರಿಂದ ಮತ್ತು ಈಗಿನ ಪರಿಸ್ಥಿತಿಗಳನ್ನು ಬದಲಾಯಿಸುವುದರಿಂದ ಪಾಕಿಸ್ತಾನದ ಆರ್ಥಿಕತೆ ನಿರಂತರವಾಗಿ ಕುಸಿಯುತ್ತ ಸಾಗಿದೆ. ಆಳ್ವಿಕೆ ದೇಶವು ಸಾಲ ತೀರಿಸಲಾಗದ ಪರಿಸ್ಥಿತಿಗೆ ತಲುಪಿದೆ ಮತ್ತು ಈ ಸುಳಿ ಮತ್ತಷ್ಟು ಆಳವಾಗಲಿದೆ" ಎಂದು ವರದಿ ಹೇಳಿದೆ. ಪಾಕಿಸ್ತಾನದ ಸಾಲವು ಅಸಾಧಾರಣವಾಗಿದ್ದು, ಅಭಿವೃದ್ಧಿ ಸಂಪನ್ಮೂಲಗಳ ಕೊರತೆಯಿದೆ. ಇದು ಸಮಸ್ಯೆಗಳ ಮೂಲವಾಗಿದ್ದು ಸರಿಪಡಿಸುವ ಅಗತ್ಯವಿದೆ. ಸಾಲ ಮರುಪಾವತಿ ವಿಷಯದಲ್ಲಿ ಸರ್ಕಾರವು ವಿಫಲವಾಗಿದೆ. ಸಾಮಾಜಿಕ ರಕ್ಷಣೆ, ಶಿಕ್ಷಣ, ಆರೋಗ್ಯ ಮತ್ತು ಮುಖ್ಯವಾಗಿ ಹವಾಮಾನ ಬದಲಾವಣೆಯಂತಹ ಬೆಳವಣಿಗೆಯ ಜನಸಂಖ್ಯೆಯ ಅಗತ್ಯಗಳನ್ನು ಪೂರೈಸಲಾಗುತ್ತಿಲ್ಲ ಎಂಬುದು ಕಳವಳಕಾರಿಯಾಗಿದೆ. 2011 ರಿಂದ ನಾಮಮಾತ್ರದ ಪದಗಳಲ್ಲಿ ಪಾಕಿಸ್ತಾನದ ಬಾಹ್ಯ ಸಾಲವು ದ್ವಿಗುಣಗೊಂಡಿದೆ ಮತ್ತು ದೇಶೀಯ ಸಾಲವು ಆರು ಪಟ್ಟು ಹೆಚ್ಚಾಗಿದೆ. ಹಣಕಾಸು ವರ್ಷ-2024 ರಲ್ಲಿ ಪಾಕಿಸ್ತಾನವು ಅಂದಾಜು 49.5 ಬಿಲಿಯನ್ ಡಾಲರ್‌ಗಳಷ್ಟು ವಿದೇಶಿ ಸಾಲವನ್ನು ಮರುಪಾವತಿಸಬೇಕಾಗುತ್ತದೆ. ಇದರಲ್ಲಿ ಶೇ 30ರಷ್ಟು ಬಡ್ಡಿಯೇ ಆಗಿದ್ದು, ಈ ಸಾಲವು ದ್ವಿಪಕ್ಷೀಯ ಅಥವಾ ಬಹುಪಕ್ಷೀಯ ಸಾಲವಾಗಿದೆ. ಉತ್ಪಾದನೆ ವಲಯವು ಹೆಚ್ಚು ಕೈಗಾರಿಕೀಕರಣಕ್ಕೆ ಒಳಗಾಗಿದ್ದು, ಸರ್ಕಾರದ ಸಾಲ ಮತ್ತು ತೆರಿಗೆ ವ್ಯವಸ್ಥೆಯ ಬದಲಾವಣೆ ಬೆಳವಣಿಗೆಗೆ ಪೂರಕವಾಗಬೇಕು. ಬೆಳವಣಿಗೆಯ ದರ ಕುಸಿಯುತ್ತಿದ್ದು ಹಣದುಬ್ಬರ ಹೆಚ್ಚುತ್ತಿದೆ. ಸಾಮಾಜಿಕ ರಕ್ಷಣೆ, ಆರೋಗ್ಯ, ಶಿಕ್ಷಣ ಮತ್ತು ಹವಾಮಾನ ಬದಲಾವಣೆಗೆ ಸಂಬಂಧಿಸಿದ ವಿಷಯಗಳು ಹೆಚ್ಚು ಗಮನ ಹರಿಸಬೇಕಿದೆ. ಪಾಕಿಸ್ತಾನದ ಹವಾಮಾನ ಸಂಬಂಧಿತ ಸಮಸ್ಯೆಗಳು ಪರಿಹಾರ ಕ್ರಮಗಳಿಗೆ ಅಡ್ಡಿಯಾಗಿವೆ. ಅದರ ಸಾಲದ ಸುಸ್ಥಿರತೆ ಮತ್ತು ಜಾಗತಿಕ ವಿತ್ತೀಯ ನೆರವು ಹೊಸ ಹೊರೆಯಾಗಲಿದೆ ಎಂದು ವರದಿ ಎಚ್ಚರಿಸಿದೆ. xyxy=(31,121,249,342)
hostel-body: ವಿಜಯಪುರ ಫೆ.19-ಅಲ್ಪಸಂಖ್ಯಾತರ ಕಲ್ಯಾಣ ಇಲಾಖೆಯ ಅಧೀನದಲ್ಲಿ ಕಾರ್ಯನಿರ್ವಹಿಸುತ್ತಿರುವ ವಿಜಯಪುರ ನಗರದ ಮೌಲಾನ ಆಜಾದ ಮಾದರಿ ಶಾಲೆ ಹಾಗೂ ವಸತಿ ನಿಲಯದ ವಿದ್ಯಾರ್ಥಿಗಳು ಉತ್ತಮ ಸಾಧನೆಗೈದು ಇತರ ವಿದ್ಯಾರ್ಥಿಗಳಿಗೆ ಮಾದರಿಯಾಗಿದ್ದಾರೆ. ರಾಜೀವ್ ಗಾಂಧಿ ಆರೋಗ್ಯ ವಿಜ್ಞಾನಗಳ ವಿಶ್ವವಿದ್ಯಾಲಯ ನಡೆಸಿದ ಪರೀಕ್ಷೆಯಲ್ಲಿ 8ನೇ ರ‍್ಯಾಂಕ್ ಹಾಗೂ ಕುಮಾರ ವಸೀಮ ಶೇಖ ಅವರು ನರ್ಸಿಂಗ್ ಫೌಂಡೇಶನ್ ಕೋರ್ಸ್‌ನಲ್ಲಿ ಉತ್ತಮ ಸಾಧನೆ ಮಾಡಿದ್ದಾರೆ. ವಿದ್ಯಾರ್ಥಿಗಳ ಸಾಧನೆಗೆ ತಾಲೂಕಾ ವಿಸ್ತರಣಾಧಿಕಾರಿಗಳು ಹಾಗೂ ಜಿಲ್ಲಾ ಅಧಿಕಾರಿಗಳು ಮೆಚ್ಚುಗೆ ವ್ಯಕ್ತಪಡಿಸಿ ಅಭಿನಂದಿಸಿದ್ದಾರೆ ಎಂದು ಪ್ರಕಟಣೆ ತಿಳಿಸಿದೆ. xyxy=(258,676,692,714)
building-shape xyxy=(478,826,548,906)
masthead-logo-icon xyxy=(133,60,151,78)
header-masthead: ಹಸಿರು ಕ್ರಾಂತಿ xyxy=(776,30,827,44)
hotel-body-main: ಹೋಟೆಲ್ ಮ್ಯಾನೇಜ್‌ಮೆಂಟ್ ಕ್ಷೇತ್ರದ ಹೌಸ್‌ಕೀಪಿಂಗ್ ಅಟೆಂಡೆಂಟ್ ಮತ್ತು ಫುಡ್, ಬೆವರೇಜ್ ಸರ್ವಿಸ್-ಸ್ಟೀವರ್ಡ್ ಜಾಬ್‌ರೋಲ್‌ಗಳಲ್ಲಿ ಸೂಕ್ತ ತರಬೇತಿಯನ್ನು ನೀಡಿ ಉದ್ಯೋಗಾವಕಾಶ ಕಲ್ಪಿಸಲು ಉದ್ದೇಶಿಸಲಾಗಿದೆ. ತರಬೇತಿ ಅವಧಿಯಲ್ಲಿ ಬಳ್ಳಾರಿ ನಗರ ಹಾಗೂ ಜಿಲ್ಲೆಯ ಗ್ರಾಮೀಣ ಅಭ್ಯರ್ಥಿಗಳಿಗೆ ಉಚಿತ ಊಟ ಮತ್ತು ವಸತಿ ಸೌಲಭ್ಯವನ್ನು ಕಲ್ಪಿಸಲಾಗುವುದು. ತರಬೇತಿ ಪೂರ್ಣಗೊಳಿಸಿದ ನಂತರ ಪ್ರಮಾಣ ಪತ್ರವನ್ನು ನೀಡಲಾಗುವುದು. ಅರ್ಹತೆಗಳು: ಅಭ್ಯರ್ಥಿಯು ಬಳ್ಳಾರಿ ಜಿಲ್ಲೆಯ ನಿವಾಸಿಯಾಗಿರಬೇಕು. ಅಭ್ಯರ್ಥಿಗಳಿಗೆ ಪ್ರಾಥಮಿಕ ಹಾಗೂ ಪ್ರೌಢ ಶಿಕ್ಷಣ ಪಡೆದಿರಬೇಕು. ವಯೋಮಿತಿ 18 ರಿಂದ 30 ವರ್ಷದ ಒಳಗಿರಬೇಕು. ಅರ್ಜಿಗಳನ್ನು ಪರಿಶೀಲಿಸಿ ಆಯ್ಕೆ ಮಾಡಲಾಗುವುದು. ಆಯ್ಕೆಯಾದ ಅಭ್ಯರ್ಥಿಗಳಿಗೆ 45 ದಿನಗಳ ಕಾಲ ತರಬೇತಿ ನೀಡಲಾಗುವುದು. ಆಸಕ್ತ ಅಭ್ಯರ್ಥಿಗಳು ಅರ್ಜಿ ಸಲ್ಲಿಸಲು xyxy=(702,802,914,888)
guava-headline: ಕೃಷಿ ವಿಸ್ತರಣಾ ಶಿಕ್ಷಣ ಕೇಂದ್ರದಿಂದ ಪೇರಲ ಬೆಳೆಗಾರರಿಗೆ ಸಲಹೆ xyxy=(371,69,803,94)
editorial-headline: ಜೆಡಿಪಿಗಿಂತ ಸಾಲದ ಪ್ರಮಾಣವೇ ಹೆಚ್ಚಾದರೆ...! xyxy=(31,102,190,114)
gunatmaka-headline: ಗುಣಾತ್ಮಕ ಬದಲಾವಣೆಯ ಪರ್ವ: ಎಚ್.ಕೆ.ಪಾಟೀಲ xyxy=(32,1177,428,1205)
forest-headline-2: ನೇಮಕಾತಿ : ಆಕ್ಷೇಪಣೆ ಸಲ್ಲಿಕೆ xyxy=(31,799,153,814)
guava-col-1: ಬೇಸಿಗೆ ಹಂಗಾಮಿನಲ್ಲಿ ಪೇರಲ ಬೆಳೆ ನಿರ್ವಹಣೆ ಕುರಿತು ಕೊಪ್ಪಳ ಕೃಷಿ ವಿಸ್ತರಣಾ ಶಿಕ್ಷಣ ಕೇಂದ್ರದಿಂದ ಪೇರಲ ಬೆಳೆಗಾರರಿಗೆ ಸಲಹೆಗಳನ್ನು ನೀಡಲಾಗಿದೆ. ಒಂದು ಜಿಲ್ಲೆ ಒಂದು ಉತ್ಪನ್ನ (ಓಡಿಓಪಿ) ಯೋಜನೆಯಡಿ ಕೊಪ್ಪಳ ಜಿಲ್ಲೆಗೆ ಪೇರಲ (ಸೀಬೆ) ಆಯ್ಕೆಯಾಗಿದ್ದು, ತೋಟಗಾರಿಕೆ ಇಲಾಖೆ (2019-20) ರ ಅಂಕಿ ಅಂಶದ ಪ್ರಕಾರ ಜಿಲ್ಲೆಯಲ್ಲಿ ಪೇರಲ ಬೆಳೆಯು ವಿಸ್ತೀರ್ಣ ದಿನೇ-ದಿನೇ ಹೆಚ್ಚಾಗುತ್ತಿದೆ. ಅದರಲ್ಲೂ ಒಂದೇ ವರ್ಷದಿಂದ ಇಲಾಖೆಯಿಂದ ಬರುವ ವಿ.ಎನ್.ಆರ್.ಹಾಟ, ಥೈವಾನ್ ತಳಿಗಳು ಹೆಚ್ಚು ಜನಪ್ರಿಯ ಆಗುತ್ತಿವೆ. ಪೇರಲ ಇತರೇ ಉತ್ತಮ ತಳಿಗಳೆಂದರೆ ಲಕ್ನೋ-49, ಅಲಹಾಬಾದ ಸಫೇದ, ಥೈವಾನ್ ಪಿಂಕ್, ಲಲಿತ ಇವು ಬಿಳಿ ತಿರುಳು ಹೊಂದಿದ ತಳಿಗಳಾದರೆ, ಅರ್ಕಾ ಕಿರಣ, ಅರ್ಕಾ ರಶ್ಮಿ, ಥೈವಾನ್ ಪಿಂಕ್, ಗುಜರಾತ ಗೋಲ್ಡ ತಳಿಗಳು ಕೆಂಪು ತಿರುಳು ಹೊಂದಿರುತ್ತವೆ. ಅಣಬೆ ಹೈಬ್ರಿಡ್ ತಳಿಗಳು ಕೀಟ, ಕೀಟಗಳ ನಿರೋಧಕತೆ ಹೊಂದಿರುವುದಿಲ್ಲ. ಅದರಲ್ಲೂ ಒಂದು ಹಣ್ಣಿನ ಬಣ್ಣ ಥೈವಾನ್ ತಳಿಗಳಲ್ಲಿ ಹೆಚ್ಚು. ಇದಲ್ಲದೇ ಪಕ್ವತೆ ನೀಡಲು ಮತ್ತು ಟಿ. ಸೋಲ್ಟೆ ಬಾಷ್ಪ ಕೂಡ ಹೆಚ್ಚಾಗಿದ್ದು, ಎಲೆಗಳಲ್ಲಿ ಹಿಟ್ಟು ಬೀಜ ಒಂದು ಪ್ರದೇಶದ ಎಲ್ಲಾ ಪೇರಲ ತಳಿಗಳನ್ನು ಬಾಧಿಸುತ್ತದೆ. ಇದು ಎಲೆಗಳ ತಳಭಾಗದಲ್ಲಿ ಮೊಟ್ಟೆಗಳನ್ನು ಇಡುವುದರಿಂದ ಹುಳುಗಳು ಎಲೆಗಳ ರಸ ಹೀರುತ್ತವೆ. ಇದರಿಂದ ಎಲೆಗಳ ರಸ ನಾಶವಾಗಿ ಎಲೆ ಮುದುರಿಕೊಳ್ಳುತ್ತವೆ ಮತ್ತು ಈ ಕೀಟದಿಂದ ಕಪ್ಪು ಬಣ್ಣದ ಎಲೆ ಮೇಲೆ ಆವರಿಸುವುದರಿಂದ ದ್ಯುತಿಸಂಶ್ಲೇಷಣೆ ಸಾಧ್ಯವಾಗದೇ ಇಳುವರಿ ಕಡಿಮೆ ಆಗುತ್ತದೆ. ಟೀ ಸೊಳ್ಳೆಯ ಬಾಧೆ ಕಾಯಿಗಳ ಮೇಲೆ ಕಪ್ಪಾದ ಚುಕ್ಕೆಗಳಾಗಿ ಹಣ್ಣಿನ ಗುಣಮಟ್ಟ ಕಡಿಮೆಯಾಗುತ್ತದೆ. ಎಲೆ, ಕಾಂಡ ಮತ್ತು ಹಣ್ಣುಗಳ ಮೇಲೆ ಕಪ್ಪು ಕಲೆಗಳು ಕಂಡುಬರುತ್ತವೆ. xyxy=(258,114,392,373)
left-masthead xyxy=(28,57,252,97)
gunatmaka-col-4b xyxy=(504,1278,590,1437)
hostel-headline: ವಸತಿ ನಿಲಯದ ವಿದ್ಯಾರ್ಥಿಗಳಿಂದ ಸಾಧನೆ : ಅಧಿಕಾರಿಗಳಿಂದ ಮೆಚ್ಚುಗೆ xyxy=(260,652,544,667)
official-photo xyxy=(702,690,782,786)
divider xyxy=(700,1082,916,1083)
hotel-headline-1: ಹೋಟೆಲ್ ಮ್ಯಾನೇಜ್‌ಮೆಂಟ್ xyxy=(704,650,822,665)
divider xyxy=(28,1171,696,1173)
registration-marks xyxy=(332,1444,372,1463)
